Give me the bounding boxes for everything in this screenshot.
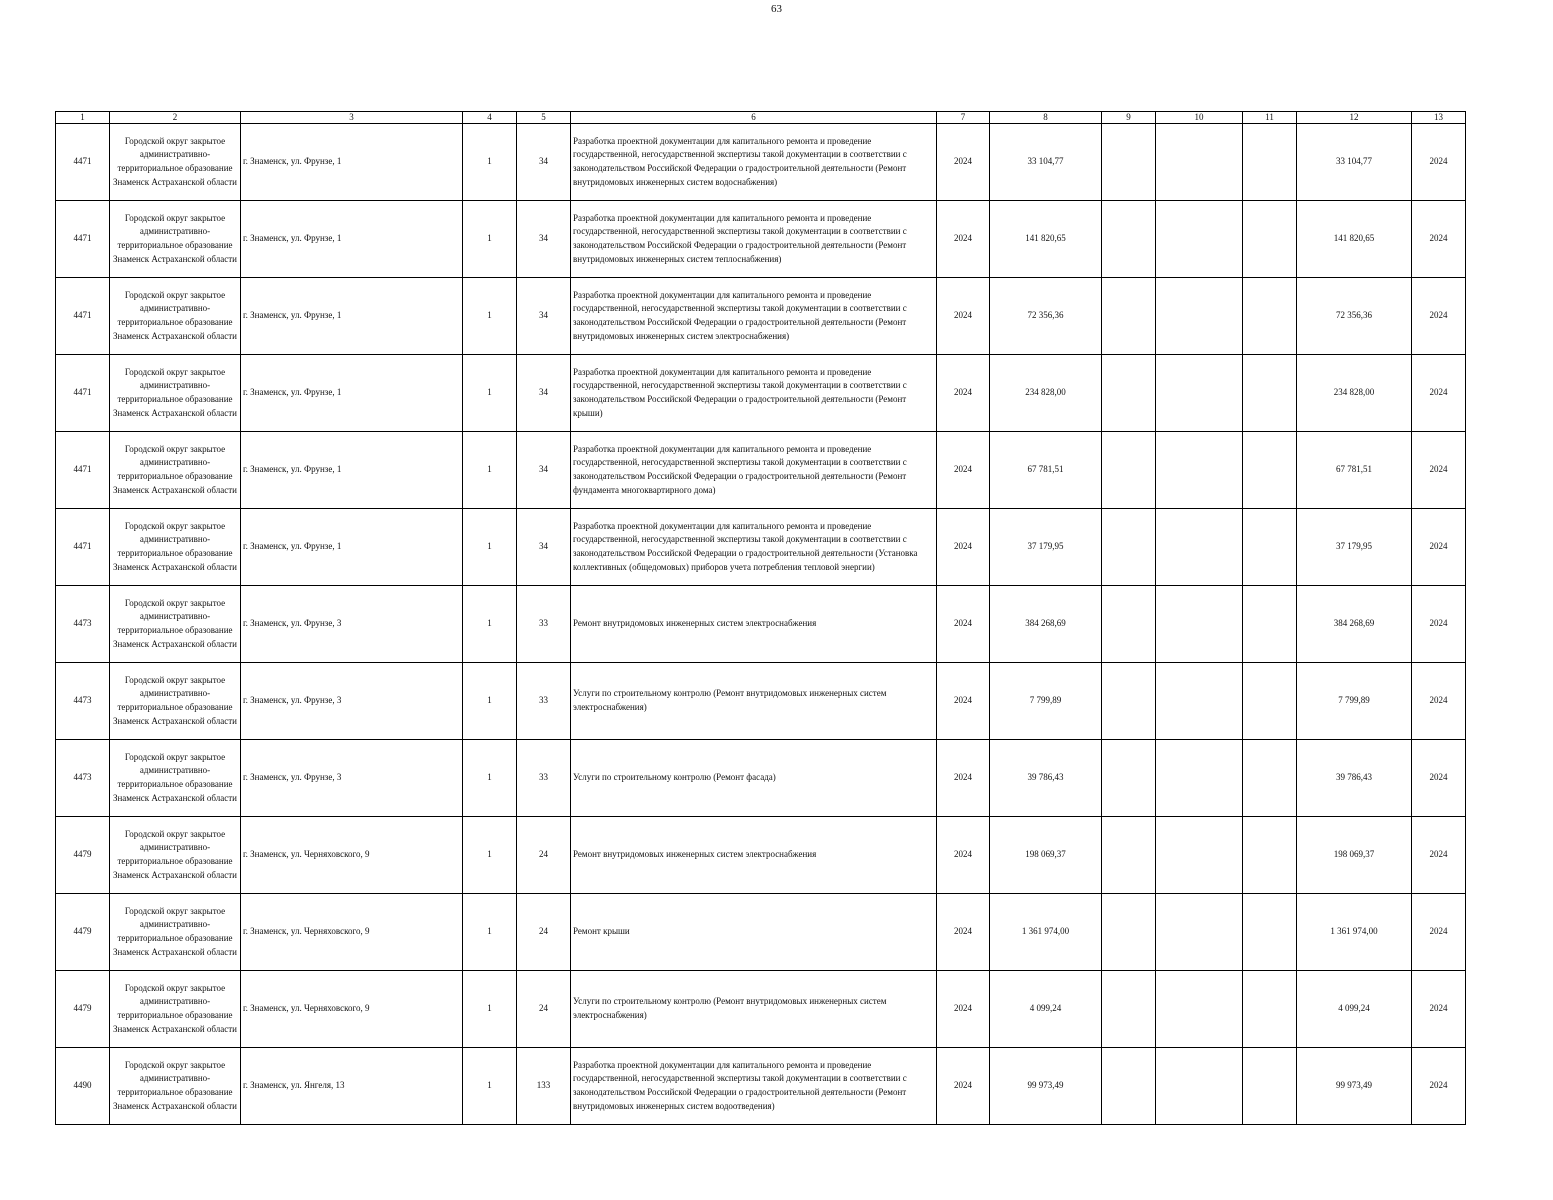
col5-cell: 34	[517, 278, 571, 355]
year-cell: 2024	[937, 663, 990, 740]
col11-cell	[1243, 663, 1297, 740]
col4-cell: 1	[463, 740, 517, 817]
column-header: 8	[990, 112, 1102, 124]
amount-cell: 72 356,36	[990, 278, 1102, 355]
municipality-cell: Городской округ закрытое административно-территориальное образование Знаменск Астраханской области	[110, 124, 241, 201]
column-header: 6	[571, 112, 937, 124]
address-cell: г. Знаменск, ул. Фрунзе, 1	[241, 432, 463, 509]
amount-cell: 7 799,89	[990, 663, 1102, 740]
municipality-cell: Городской округ закрытое административно-территориальное образование Знаменск Астраханской области	[110, 355, 241, 432]
work-type-cell: Разработка проектной документации для капитального ремонта и проведение государственной, негосударственной экспертизы такой документации в соответствии с законодательством Российской Федерации о градостроительной деятельности (Ремонт внутридомовых инженерных систем электроснабжения)	[571, 278, 937, 355]
amount-cell: 33 104,77	[990, 124, 1102, 201]
object-id-cell: 4473	[56, 586, 110, 663]
col13-year-cell: 2024	[1412, 894, 1466, 971]
object-id-cell: 4473	[56, 740, 110, 817]
address-cell: г. Знаменск, ул. Фрунзе, 1	[241, 355, 463, 432]
year-cell: 2024	[937, 817, 990, 894]
col4-cell: 1	[463, 355, 517, 432]
col11-cell	[1243, 894, 1297, 971]
amount-cell: 234 828,00	[990, 355, 1102, 432]
year-cell: 2024	[937, 355, 990, 432]
col13-year-cell: 2024	[1412, 663, 1466, 740]
table-row	[56, 201, 1466, 278]
work-type-cell: Ремонт внутридомовых инженерных систем электроснабжения	[571, 586, 937, 663]
col10-cell	[1156, 663, 1243, 740]
work-type-cell: Разработка проектной документации для капитального ремонта и проведение государственной, негосударственной экспертизы такой документации в соответствии с законодательством Российской Федерации о градостроительной деятельности (Ремонт фундамента многоквартирного дома)	[571, 432, 937, 509]
address-cell: г. Знаменск, ул. Черняховского, 9	[241, 817, 463, 894]
column-header: 11	[1243, 112, 1297, 124]
object-id-cell: 4471	[56, 509, 110, 586]
address-cell: г. Знаменск, ул. Фрунзе, 3	[241, 663, 463, 740]
column-header: 5	[517, 112, 571, 124]
column-header: 7	[937, 112, 990, 124]
municipality-cell: Городской округ закрытое административно-территориальное образование Знаменск Астраханской области	[110, 586, 241, 663]
table-row	[56, 509, 1466, 586]
table-row	[56, 278, 1466, 355]
year-cell: 2024	[937, 509, 990, 586]
table-body	[56, 112, 1466, 1125]
col12-amount-cell: 7 799,89	[1297, 663, 1412, 740]
col9-cell	[1102, 124, 1156, 201]
col11-cell	[1243, 432, 1297, 509]
col10-cell	[1156, 894, 1243, 971]
col12-amount-cell: 37 179,95	[1297, 509, 1412, 586]
col12-amount-cell: 33 104,77	[1297, 124, 1412, 201]
work-type-cell: Разработка проектной документации для капитального ремонта и проведение государственной, негосударственной экспертизы такой документации в соответствии с законодательством Российской Федерации о градостроительной деятельности (Ремонт внутридомовых инженерных систем водоотведения)	[571, 1048, 937, 1125]
col9-cell	[1102, 817, 1156, 894]
year-cell: 2024	[937, 1048, 990, 1125]
table-row	[56, 971, 1466, 1048]
col11-cell	[1243, 971, 1297, 1048]
col13-year-cell: 2024	[1412, 740, 1466, 817]
col13-year-cell: 2024	[1412, 201, 1466, 278]
table-row	[56, 740, 1466, 817]
address-cell: г. Знаменск, ул. Черняховского, 9	[241, 894, 463, 971]
col12-amount-cell: 39 786,43	[1297, 740, 1412, 817]
object-id-cell: 4479	[56, 971, 110, 1048]
col4-cell: 1	[463, 201, 517, 278]
work-type-cell: Ремонт крыши	[571, 894, 937, 971]
col4-cell: 1	[463, 124, 517, 201]
col4-cell: 1	[463, 1048, 517, 1125]
col5-cell: 34	[517, 124, 571, 201]
col11-cell	[1243, 278, 1297, 355]
col12-amount-cell: 72 356,36	[1297, 278, 1412, 355]
col12-amount-cell: 99 973,49	[1297, 1048, 1412, 1125]
col11-cell	[1243, 124, 1297, 201]
table-row	[56, 817, 1466, 894]
address-cell: г. Знаменск, ул. Фрунзе, 3	[241, 586, 463, 663]
col10-cell	[1156, 432, 1243, 509]
col9-cell	[1102, 740, 1156, 817]
column-header: 4	[463, 112, 517, 124]
col11-cell	[1243, 586, 1297, 663]
column-header: 9	[1102, 112, 1156, 124]
municipality-cell: Городской округ закрытое административно-территориальное образование Знаменск Астраханской области	[110, 201, 241, 278]
col9-cell	[1102, 278, 1156, 355]
col9-cell	[1102, 509, 1156, 586]
municipality-cell: Городской округ закрытое административно-территориальное образование Знаменск Астраханской области	[110, 1048, 241, 1125]
col5-cell: 33	[517, 586, 571, 663]
object-id-cell: 4471	[56, 355, 110, 432]
column-number-header	[56, 112, 1466, 124]
year-cell: 2024	[937, 971, 990, 1048]
col4-cell: 1	[463, 817, 517, 894]
work-type-cell: Услуги по строительному контролю (Ремонт внутридомовых инженерных систем электроснабжения)	[571, 971, 937, 1048]
municipality-cell: Городской округ закрытое административно-территориальное образование Знаменск Астраханской области	[110, 817, 241, 894]
col4-cell: 1	[463, 509, 517, 586]
object-id-cell: 4471	[56, 432, 110, 509]
col10-cell	[1156, 355, 1243, 432]
table-row	[56, 124, 1466, 201]
col5-cell: 34	[517, 432, 571, 509]
col13-year-cell: 2024	[1412, 278, 1466, 355]
col12-amount-cell: 67 781,51	[1297, 432, 1412, 509]
col13-year-cell: 2024	[1412, 586, 1466, 663]
address-cell: г. Знаменск, ул. Черняховского, 9	[241, 971, 463, 1048]
col4-cell: 1	[463, 971, 517, 1048]
col11-cell	[1243, 1048, 1297, 1125]
col12-amount-cell: 198 069,37	[1297, 817, 1412, 894]
object-id-cell: 4490	[56, 1048, 110, 1125]
work-type-cell: Разработка проектной документации для капитального ремонта и проведение государственной, негосударственной экспертизы такой документации в соответствии с законодательством Российской Федерации о градостроительной деятельности (Ремонт внутридомовых инженерных систем теплоснабжения)	[571, 201, 937, 278]
column-header: 1	[56, 112, 110, 124]
col9-cell	[1102, 432, 1156, 509]
col4-cell: 1	[463, 278, 517, 355]
table-row	[56, 1048, 1466, 1125]
col13-year-cell: 2024	[1412, 124, 1466, 201]
object-id-cell: 4471	[56, 124, 110, 201]
municipality-cell: Городской округ закрытое административно-территориальное образование Знаменск Астраханской области	[110, 971, 241, 1048]
amount-cell: 141 820,65	[990, 201, 1102, 278]
amount-cell: 384 268,69	[990, 586, 1102, 663]
col5-cell: 33	[517, 740, 571, 817]
col9-cell	[1102, 1048, 1156, 1125]
col4-cell: 1	[463, 432, 517, 509]
col5-cell: 24	[517, 971, 571, 1048]
address-cell: г. Знаменск, ул. Янгеля, 13	[241, 1048, 463, 1125]
col13-year-cell: 2024	[1412, 817, 1466, 894]
col4-cell: 1	[463, 894, 517, 971]
col12-amount-cell: 4 099,24	[1297, 971, 1412, 1048]
col4-cell: 1	[463, 586, 517, 663]
column-header: 10	[1156, 112, 1243, 124]
work-type-cell: Разработка проектной документации для капитального ремонта и проведение государственной, негосударственной экспертизы такой документации в соответствии с законодательством Российской Федерации о градостроительной деятельности (Установка коллективных (общедомовых) приборов учета потребления тепловой энергии)	[571, 509, 937, 586]
col9-cell	[1102, 894, 1156, 971]
work-type-cell: Ремонт внутридомовых инженерных систем электроснабжения	[571, 817, 937, 894]
col5-cell: 24	[517, 817, 571, 894]
year-cell: 2024	[937, 740, 990, 817]
column-header: 3	[241, 112, 463, 124]
col9-cell	[1102, 663, 1156, 740]
municipality-cell: Городской округ закрытое административно-территориальное образование Знаменск Астраханской области	[110, 663, 241, 740]
col10-cell	[1156, 817, 1243, 894]
col12-amount-cell: 1 361 974,00	[1297, 894, 1412, 971]
page-number: 63	[771, 3, 782, 15]
amount-cell: 1 361 974,00	[990, 894, 1102, 971]
address-cell: г. Знаменск, ул. Фрунзе, 1	[241, 278, 463, 355]
col10-cell	[1156, 1048, 1243, 1125]
year-cell: 2024	[937, 432, 990, 509]
table-row	[56, 894, 1466, 971]
col4-cell: 1	[463, 663, 517, 740]
object-id-cell: 4471	[56, 278, 110, 355]
col11-cell	[1243, 817, 1297, 894]
col9-cell	[1102, 201, 1156, 278]
col10-cell	[1156, 740, 1243, 817]
municipality-cell: Городской округ закрытое административно-территориальное образование Знаменск Астраханской области	[110, 894, 241, 971]
col13-year-cell: 2024	[1412, 1048, 1466, 1125]
col11-cell	[1243, 201, 1297, 278]
table-row	[56, 663, 1466, 740]
column-header: 2	[110, 112, 241, 124]
col5-cell: 133	[517, 1048, 571, 1125]
work-type-cell: Разработка проектной документации для капитального ремонта и проведение государственной, негосударственной экспертизы такой документации в соответствии с законодательством Российской Федерации о градостроительной деятельности (Ремонт крыши)	[571, 355, 937, 432]
col10-cell	[1156, 971, 1243, 1048]
amount-cell: 198 069,37	[990, 817, 1102, 894]
col9-cell	[1102, 971, 1156, 1048]
year-cell: 2024	[937, 124, 990, 201]
municipality-cell: Городской округ закрытое административно-территориальное образование Знаменск Астраханской области	[110, 278, 241, 355]
column-header: 12	[1297, 112, 1412, 124]
address-cell: г. Знаменск, ул. Фрунзе, 1	[241, 509, 463, 586]
col5-cell: 34	[517, 201, 571, 278]
amount-cell: 67 781,51	[990, 432, 1102, 509]
col5-cell: 33	[517, 663, 571, 740]
amount-cell: 99 973,49	[990, 1048, 1102, 1125]
col9-cell	[1102, 586, 1156, 663]
col12-amount-cell: 384 268,69	[1297, 586, 1412, 663]
col10-cell	[1156, 124, 1243, 201]
table-row	[56, 432, 1466, 509]
address-cell: г. Знаменск, ул. Фрунзе, 1	[241, 124, 463, 201]
col5-cell: 34	[517, 509, 571, 586]
object-id-cell: 4471	[56, 201, 110, 278]
year-cell: 2024	[937, 586, 990, 663]
amount-cell: 4 099,24	[990, 971, 1102, 1048]
col10-cell	[1156, 201, 1243, 278]
work-type-cell: Услуги по строительному контролю (Ремонт фасада)	[571, 740, 937, 817]
amount-cell: 37 179,95	[990, 509, 1102, 586]
col11-cell	[1243, 740, 1297, 817]
col13-year-cell: 2024	[1412, 355, 1466, 432]
table-row	[56, 586, 1466, 663]
year-cell: 2024	[937, 894, 990, 971]
table-row	[56, 355, 1466, 432]
year-cell: 2024	[937, 201, 990, 278]
col11-cell	[1243, 355, 1297, 432]
col12-amount-cell: 141 820,65	[1297, 201, 1412, 278]
col13-year-cell: 2024	[1412, 971, 1466, 1048]
object-id-cell: 4479	[56, 894, 110, 971]
address-cell: г. Знаменск, ул. Фрунзе, 1	[241, 201, 463, 278]
col9-cell	[1102, 355, 1156, 432]
amount-cell: 39 786,43	[990, 740, 1102, 817]
col13-year-cell: 2024	[1412, 509, 1466, 586]
col10-cell	[1156, 586, 1243, 663]
col13-year-cell: 2024	[1412, 432, 1466, 509]
object-id-cell: 4473	[56, 663, 110, 740]
col10-cell	[1156, 509, 1243, 586]
year-cell: 2024	[937, 278, 990, 355]
municipality-cell: Городской округ закрытое административно-территориальное образование Знаменск Астраханской области	[110, 432, 241, 509]
municipality-cell: Городской округ закрытое административно-территориальное образование Знаменск Астраханской области	[110, 740, 241, 817]
col12-amount-cell: 234 828,00	[1297, 355, 1412, 432]
object-id-cell: 4479	[56, 817, 110, 894]
capital-repair-table	[55, 111, 1466, 1125]
column-header: 13	[1412, 112, 1466, 124]
work-type-cell: Услуги по строительному контролю (Ремонт внутридомовых инженерных систем электроснабжения)	[571, 663, 937, 740]
address-cell: г. Знаменск, ул. Фрунзе, 3	[241, 740, 463, 817]
col10-cell	[1156, 278, 1243, 355]
municipality-cell: Городской округ закрытое административно-территориальное образование Знаменск Астраханской области	[110, 509, 241, 586]
work-type-cell: Разработка проектной документации для капитального ремонта и проведение государственной, негосударственной экспертизы такой документации в соответствии с законодательством Российской Федерации о градостроительной деятельности (Ремонт внутридомовых инженерных систем водоснабжения)	[571, 124, 937, 201]
col11-cell	[1243, 509, 1297, 586]
col5-cell: 34	[517, 355, 571, 432]
col5-cell: 24	[517, 894, 571, 971]
